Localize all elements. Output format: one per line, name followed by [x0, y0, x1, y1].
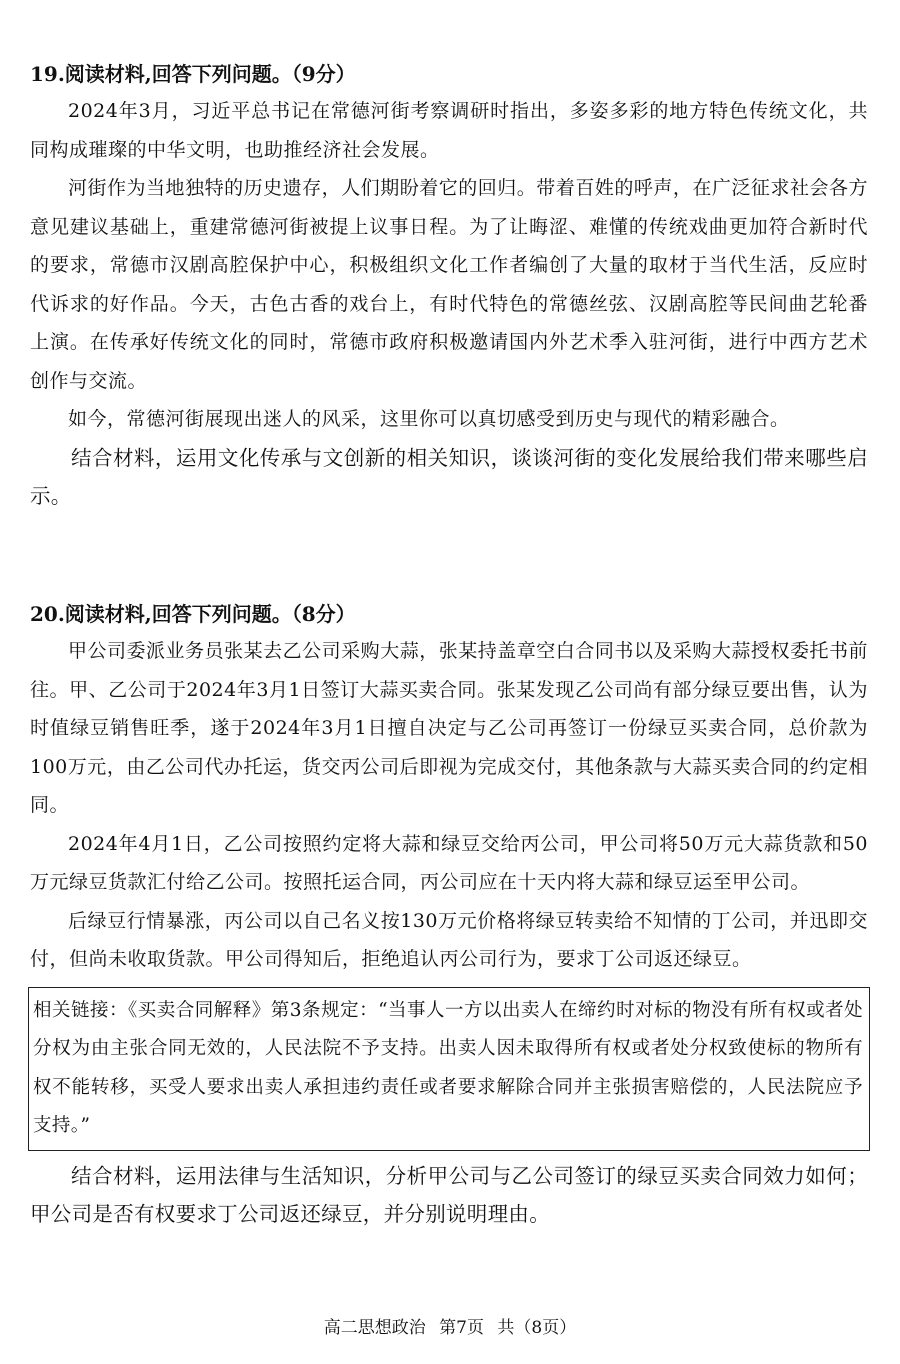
footer-total-pages: 共（8页） — [497, 1318, 577, 1338]
related-link-text: 相关链接：《买卖合同解释》第3条规定：“当事人一方以出卖人在缔约时对标的物没有所有权或者处分权为由主张合同无效的，人民法院不予支持。出卖人因未取得所有权或者处分权致使标的物所有权不能转移，买受人要求出卖人承担违约责任或者要求解除合同并主张损害赔偿的，人民法院应予支持。” — [33, 999, 863, 1136]
question-19-prompt: 结合材料，运用文化传承与文创新的相关知识，谈谈河街的变化发展给我们带来哪些启示。 — [30, 445, 868, 508]
question-20-title: 20.阅读材料,回答下列问题。（8分） — [30, 602, 356, 626]
question-20-paragraph-1: 甲公司委派业务员张某去乙公司采购大蒜，张某持盖章空白合同书以及采购大蒜授权委托书前往。甲、乙公司于2024年3月1日签订大蒜买卖合同。张某发现乙公司尚有部分绿豆要出售，认为时值绿豆销售旺季，遂于2024年3月1日擅自决定与乙公司再签订一份绿豆买卖合同，总价款为100万元，由乙公司代办托运，货交丙公司后即视为完成交付，其他条款与大蒜买卖合同的约定相同。 — [30, 640, 868, 816]
question-19-paragraph-2: 河街作为当地独特的历史遗存，人们期盼着它的回归。带着百姓的呼声，在广泛征求社会各方意见建议基础上，重建常德河街被提上议事日程。为了让晦涩、难懂的传统戏曲更加符合新时代的要求，常德市汉剧高腔保护中心，积极组织文化工作者编创了大量的取材于当代生活，反应时代诉求的好作品。今天，古色古香的戏台上，有时代特色的常德丝弦、汉剧高腔等民间曲艺轮番上演。在传承好传统文化的同时，常德市政府积极邀请国内外艺术季入驻河街，进行中西方艺术创作与交流。 — [30, 177, 868, 392]
question-20-paragraph-2: 2024年4月1日，乙公司按照约定将大蒜和绿豆交给丙公司，甲公司将50万元大蒜货款和50万元绿豆货款汇付给乙公司。按照托运合同，丙公司应在十天内将大蒜和绿豆运至甲公司。 — [30, 832, 868, 893]
question-20 — [30, 596, 868, 1234]
page-footer — [0, 1314, 900, 1342]
question-20-paragraph-3: 后绿豆行情暴涨，丙公司以自己名义按130万元价格将绿豆转卖给不知情的丁公司，并迅即交付，但尚未收取货款。甲公司得知后，拒绝追认丙公司行为，要求丁公司返还绿豆。 — [30, 909, 868, 970]
footer-subject: 高二思想政治 — [323, 1318, 426, 1338]
question-19 — [30, 56, 868, 516]
question-19-paragraph-1: 2024年3月，习近平总书记在常德河街考察调研时指出，多姿多彩的地方特色传统文化，共同构成璀璨的中华文明，也助推经济社会发展。 — [30, 100, 868, 161]
question-20-prompt: 结合材料，运用法律与生活知识，分析甲公司与乙公司签订的绿豆买卖合同效力如何；甲公司是否有权要求丁公司返还绿豆，并分别说明理由。 — [30, 1163, 868, 1226]
question-19-title: 19.阅读材料,回答下列问题。（9分） — [30, 62, 356, 86]
question-19-paragraph-3: 如今，常德河街展现出迷人的风采，这里你可以真切感受到历史与现代的精彩融合。 — [68, 408, 790, 430]
footer-page-number: 第7页 — [439, 1318, 484, 1338]
related-link-box — [28, 987, 870, 1151]
